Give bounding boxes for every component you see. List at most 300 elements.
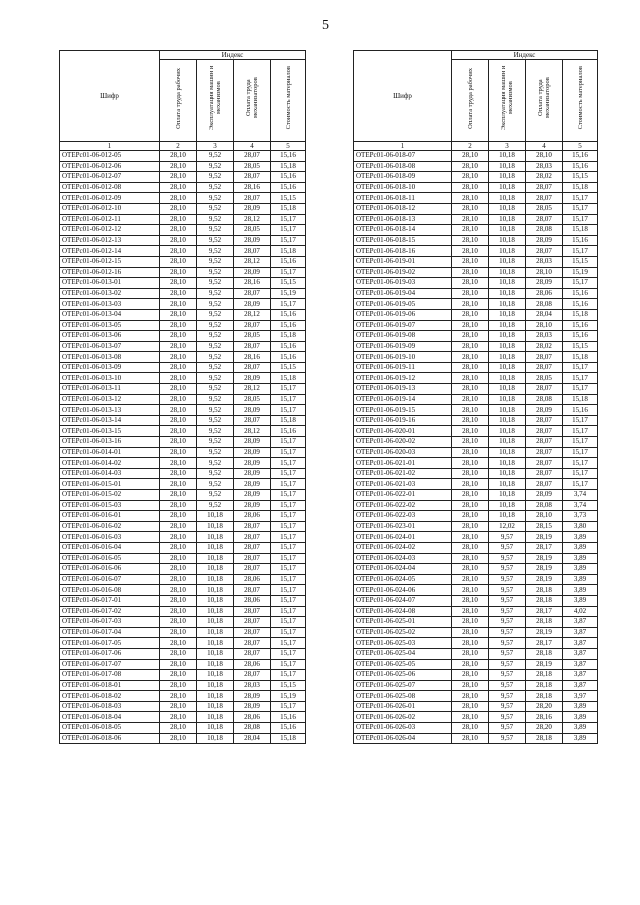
row-code-cell: ОТЕРс01-06-015-03 [60, 500, 160, 511]
labor-operators-cell: 28,12 [234, 426, 271, 437]
labor-operators-cell: 28,09 [234, 405, 271, 416]
materials-cost-cell: 3,87 [563, 659, 598, 670]
labor-workers-cell: 28,10 [160, 214, 197, 225]
labor-workers-cell: 28,10 [160, 235, 197, 246]
labor-operators-cell: 28,09 [234, 203, 271, 214]
machine-operation-cell: 9,52 [197, 500, 234, 511]
labor-operators-cell: 28,03 [526, 161, 563, 172]
machine-operation-cell: 9,52 [197, 394, 234, 405]
materials-cost-cell: 15,17 [271, 648, 306, 659]
machine-operation-cell: 9,52 [197, 468, 234, 479]
row-code-cell: ОТЕРс01-06-015-02 [60, 490, 160, 501]
materials-cost-cell: 15,16 [271, 341, 306, 352]
machine-operation-cell: 10,18 [489, 203, 526, 214]
labor-operators-cell: 28,07 [234, 553, 271, 564]
materials-cost-cell: 3,87 [563, 680, 598, 691]
labor-workers-cell: 28,10 [160, 246, 197, 257]
table-row [60, 331, 306, 342]
labor-workers-cell: 28,10 [452, 299, 489, 310]
labor-workers-cell: 28,10 [160, 585, 197, 596]
labor-workers-cell: 28,10 [160, 151, 197, 162]
labor-operators-cell: 28,20 [526, 701, 563, 712]
labor-operators-cell: 28,05 [526, 373, 563, 384]
labor-operators-cell: 28,07 [526, 193, 563, 204]
machine-operation-cell: 9,57 [489, 627, 526, 638]
labor-workers-cell: 28,10 [452, 309, 489, 320]
labor-operators-cell: 28,12 [234, 384, 271, 395]
table-row [60, 606, 306, 617]
table-row [354, 638, 598, 649]
row-code-cell: ОТЕРс01-06-022-02 [354, 500, 452, 511]
row-code-cell: ОТЕРс01-06-024-07 [354, 595, 452, 606]
table-row [354, 595, 598, 606]
labor-operators-cell: 28,12 [234, 214, 271, 225]
table-row [354, 680, 598, 691]
labor-workers-cell: 28,10 [452, 468, 489, 479]
labor-workers-cell: 28,10 [452, 182, 489, 193]
table-row [354, 172, 598, 183]
labor-workers-cell: 28,10 [452, 564, 489, 575]
materials-cost-cell: 15,17 [563, 373, 598, 384]
table-row [354, 542, 598, 553]
table-row [354, 574, 598, 585]
labor-workers-cell: 28,10 [452, 659, 489, 670]
machine-operation-cell: 10,18 [489, 394, 526, 405]
labor-workers-cell: 28,10 [452, 426, 489, 437]
materials-cost-cell: 15,18 [271, 161, 306, 172]
row-code-cell: ОТЕРс01-06-016-07 [60, 574, 160, 585]
materials-cost-cell: 15,17 [271, 553, 306, 564]
labor-operators-cell: 28,06 [234, 595, 271, 606]
labor-workers-cell: 28,10 [160, 542, 197, 553]
row-code-cell: ОТЕРс01-06-024-02 [354, 542, 452, 553]
machine-operation-cell: 12,02 [489, 521, 526, 532]
table-row [354, 214, 598, 225]
labor-workers-cell: 28,10 [452, 288, 489, 299]
row-code-cell: ОТЕРс01-06-018-08 [354, 161, 452, 172]
table-row [60, 341, 306, 352]
labor-workers-cell: 28,10 [452, 606, 489, 617]
materials-cost-cell: 15,17 [271, 532, 306, 543]
labor-operators-cell: 28,07 [234, 362, 271, 373]
machine-operation-cell: 9,57 [489, 553, 526, 564]
materials-cost-cell: 15,16 [271, 352, 306, 363]
machine-operation-cell: 9,52 [197, 320, 234, 331]
labor-workers-cell: 28,10 [452, 733, 489, 744]
header-materials-cost: Стоимость материалов [563, 60, 598, 142]
machine-operation-cell: 9,52 [197, 415, 234, 426]
labor-operators-cell: 28,17 [526, 638, 563, 649]
row-code-cell: ОТЕРс01-06-016-01 [60, 511, 160, 522]
labor-operators-cell: 28,09 [234, 299, 271, 310]
table-row [354, 320, 598, 331]
row-code-cell: ОТЕРс01-06-021-03 [354, 479, 452, 490]
labor-workers-cell: 28,10 [452, 595, 489, 606]
machine-operation-cell: 10,18 [197, 733, 234, 744]
labor-operators-cell: 28,18 [526, 648, 563, 659]
labor-operators-cell: 28,09 [234, 267, 271, 278]
row-code-cell: ОТЕРс01-06-012-08 [60, 182, 160, 193]
labor-workers-cell: 28,10 [160, 680, 197, 691]
row-code-cell: ОТЕРс01-06-013-07 [60, 341, 160, 352]
table-row [354, 521, 598, 532]
machine-operation-cell: 10,18 [489, 500, 526, 511]
labor-operators-cell: 28,06 [234, 712, 271, 723]
materials-cost-cell: 15,17 [271, 638, 306, 649]
materials-cost-cell: 15,17 [271, 659, 306, 670]
machine-operation-cell: 10,18 [197, 638, 234, 649]
machine-operation-cell: 9,52 [197, 182, 234, 193]
machine-operation-cell: 10,18 [197, 532, 234, 543]
table-row [60, 723, 306, 734]
materials-cost-cell: 15,17 [271, 585, 306, 596]
machine-operation-cell: 10,18 [489, 288, 526, 299]
row-code-cell: ОТЕРс01-06-026-02 [354, 712, 452, 723]
materials-cost-cell: 3,89 [563, 564, 598, 575]
table-row [60, 521, 306, 532]
machine-operation-cell: 9,52 [197, 331, 234, 342]
materials-cost-cell: 15,17 [563, 468, 598, 479]
machine-operation-cell: 10,18 [489, 235, 526, 246]
table-row [354, 331, 598, 342]
machine-operation-cell: 9,57 [489, 606, 526, 617]
table-row [354, 299, 598, 310]
table-row [354, 468, 598, 479]
labor-workers-cell: 28,10 [452, 638, 489, 649]
machine-operation-cell: 9,52 [197, 193, 234, 204]
materials-cost-cell: 15,17 [563, 246, 598, 257]
row-code-cell: ОТЕРс01-06-025-04 [354, 648, 452, 659]
labor-workers-cell: 28,10 [160, 182, 197, 193]
machine-operation-cell: 9,52 [197, 447, 234, 458]
labor-workers-cell: 28,10 [452, 437, 489, 448]
labor-workers-cell: 28,10 [160, 648, 197, 659]
rates-table-right [353, 50, 598, 744]
machine-operation-cell: 10,18 [197, 553, 234, 564]
labor-workers-cell: 28,10 [160, 712, 197, 723]
labor-operators-cell: 28,09 [526, 490, 563, 501]
row-code-cell: ОТЕРс01-06-013-03 [60, 299, 160, 310]
machine-operation-cell: 10,18 [489, 246, 526, 257]
row-code-cell: ОТЕРс01-06-024-04 [354, 564, 452, 575]
row-code-cell: ОТЕРс01-06-019-13 [354, 384, 452, 395]
row-code-cell: ОТЕРс01-06-024-01 [354, 532, 452, 543]
table-row [60, 362, 306, 373]
machine-operation-cell: 10,18 [197, 564, 234, 575]
materials-cost-cell: 15,17 [271, 225, 306, 236]
machine-operation-cell: 9,52 [197, 352, 234, 363]
row-code-cell: ОТЕРс01-06-019-07 [354, 320, 452, 331]
machine-operation-cell: 10,18 [489, 362, 526, 373]
row-code-cell: ОТЕРс01-06-020-03 [354, 447, 452, 458]
machine-operation-cell: 9,57 [489, 659, 526, 670]
labor-workers-cell: 28,10 [160, 723, 197, 734]
machine-operation-cell: 10,18 [489, 182, 526, 193]
machine-operation-cell: 10,18 [489, 415, 526, 426]
labor-workers-cell: 28,10 [452, 362, 489, 373]
machine-operation-cell: 9,52 [197, 172, 234, 183]
row-code-cell: ОТЕРс01-06-017-01 [60, 595, 160, 606]
machine-operation-cell: 9,52 [197, 341, 234, 352]
materials-cost-cell: 15,16 [271, 256, 306, 267]
materials-cost-cell: 15,17 [563, 193, 598, 204]
row-code-cell: ОТЕРс01-06-013-01 [60, 278, 160, 289]
labor-operators-cell: 28,09 [234, 701, 271, 712]
labor-operators-cell: 28,16 [234, 352, 271, 363]
materials-cost-cell: 15,15 [563, 341, 598, 352]
machine-operation-cell: 10,18 [489, 161, 526, 172]
labor-operators-cell: 28,18 [526, 733, 563, 744]
row-code-cell: ОТЕРс01-06-017-02 [60, 606, 160, 617]
materials-cost-cell: 3,89 [563, 701, 598, 712]
labor-operators-cell: 28,07 [526, 182, 563, 193]
labor-workers-cell: 28,10 [160, 267, 197, 278]
machine-operation-cell: 9,57 [489, 638, 526, 649]
table-row [60, 214, 306, 225]
labor-operators-cell: 28,07 [234, 151, 271, 162]
machine-operation-cell: 10,18 [197, 511, 234, 522]
table-row [354, 606, 598, 617]
machine-operation-cell: 10,18 [489, 193, 526, 204]
materials-cost-cell: 15,16 [563, 320, 598, 331]
machine-operation-cell: 10,18 [197, 542, 234, 553]
labor-workers-cell: 28,10 [452, 246, 489, 257]
materials-cost-cell: 15,17 [271, 235, 306, 246]
labor-operators-cell: 28,17 [526, 606, 563, 617]
table-row [354, 585, 598, 596]
labor-operators-cell: 28,09 [234, 458, 271, 469]
machine-operation-cell: 9,52 [197, 246, 234, 257]
labor-operators-cell: 28,19 [526, 564, 563, 575]
machine-operation-cell: 10,18 [489, 151, 526, 162]
labor-workers-cell: 28,10 [160, 447, 197, 458]
machine-operation-cell: 9,57 [489, 691, 526, 702]
labor-workers-cell: 28,10 [452, 203, 489, 214]
labor-operators-cell: 28,07 [234, 532, 271, 543]
row-code-cell: ОТЕРс01-06-016-02 [60, 521, 160, 532]
labor-workers-cell: 28,10 [160, 203, 197, 214]
table-row [60, 701, 306, 712]
table-row [354, 458, 598, 469]
materials-cost-cell: 15,16 [563, 151, 598, 162]
row-code-cell: ОТЕРс01-06-019-12 [354, 373, 452, 384]
table-row [60, 426, 306, 437]
labor-operators-cell: 28,07 [526, 384, 563, 395]
labor-workers-cell: 28,10 [160, 225, 197, 236]
table-row [60, 352, 306, 363]
labor-workers-cell: 28,10 [160, 659, 197, 670]
labor-workers-cell: 28,10 [452, 341, 489, 352]
row-code-cell: ОТЕРс01-06-012-14 [60, 246, 160, 257]
machine-operation-cell: 10,18 [489, 172, 526, 183]
labor-operators-cell: 28,08 [526, 299, 563, 310]
table-row [60, 394, 306, 405]
materials-cost-cell: 3,89 [563, 585, 598, 596]
labor-workers-cell: 28,10 [160, 733, 197, 744]
table-row [354, 553, 598, 564]
labor-operators-cell: 28,12 [234, 309, 271, 320]
materials-cost-cell: 15,17 [271, 458, 306, 469]
materials-cost-cell: 15,17 [271, 490, 306, 501]
materials-cost-cell: 15,17 [271, 447, 306, 458]
labor-operators-cell: 28,07 [526, 246, 563, 257]
materials-cost-cell: 15,17 [563, 437, 598, 448]
table-row [60, 299, 306, 310]
labor-operators-cell: 28,07 [234, 617, 271, 628]
table-row [354, 352, 598, 363]
machine-operation-cell: 10,18 [197, 617, 234, 628]
row-code-cell: ОТЕРс01-06-018-12 [354, 203, 452, 214]
labor-workers-cell: 28,10 [452, 172, 489, 183]
labor-operators-cell: 28,10 [526, 320, 563, 331]
materials-cost-cell: 15,16 [563, 299, 598, 310]
column-number: 4 [526, 142, 563, 151]
labor-operators-cell: 28,07 [526, 479, 563, 490]
machine-operation-cell: 10,18 [197, 712, 234, 723]
table-row [354, 341, 598, 352]
labor-workers-cell: 28,10 [160, 500, 197, 511]
table-row [60, 691, 306, 702]
labor-workers-cell: 28,10 [160, 256, 197, 267]
labor-workers-cell: 28,10 [160, 532, 197, 543]
labor-operators-cell: 28,09 [234, 373, 271, 384]
table-row [60, 267, 306, 278]
labor-operators-cell: 28,06 [234, 511, 271, 522]
table-row [354, 405, 598, 416]
row-code-cell: ОТЕРс01-06-018-06 [60, 733, 160, 744]
machine-operation-cell: 9,57 [489, 723, 526, 734]
machine-operation-cell: 10,18 [489, 278, 526, 289]
table-row [60, 256, 306, 267]
table-row [354, 235, 598, 246]
machine-operation-cell: 10,18 [197, 723, 234, 734]
materials-cost-cell: 15,17 [271, 394, 306, 405]
labor-operators-cell: 28,05 [234, 394, 271, 405]
labor-workers-cell: 28,10 [160, 670, 197, 681]
row-code-cell: ОТЕРс01-06-013-12 [60, 394, 160, 405]
labor-workers-cell: 28,10 [452, 458, 489, 469]
table-row [60, 490, 306, 501]
labor-operators-cell: 28,19 [526, 659, 563, 670]
labor-workers-cell: 28,10 [452, 723, 489, 734]
materials-cost-cell: 15,17 [271, 574, 306, 585]
table-row [60, 161, 306, 172]
machine-operation-cell: 9,52 [197, 288, 234, 299]
machine-operation-cell: 10,18 [489, 214, 526, 225]
table-row [60, 595, 306, 606]
labor-workers-cell: 28,10 [452, 193, 489, 204]
machine-operation-cell: 9,52 [197, 278, 234, 289]
machine-operation-cell: 9,52 [197, 203, 234, 214]
labor-operators-cell: 28,18 [526, 691, 563, 702]
machine-operation-cell: 9,52 [197, 405, 234, 416]
table-row [354, 617, 598, 628]
materials-cost-cell: 15,17 [271, 214, 306, 225]
table-row [60, 278, 306, 289]
row-code-cell: ОТЕРс01-06-025-06 [354, 670, 452, 681]
labor-operators-cell: 28,05 [234, 225, 271, 236]
materials-cost-cell: 3,74 [563, 490, 598, 501]
labor-operators-cell: 28,09 [526, 278, 563, 289]
table-row [60, 638, 306, 649]
row-code-cell: ОТЕРс01-06-012-05 [60, 151, 160, 162]
machine-operation-cell: 10,18 [489, 320, 526, 331]
column-number: 1 [354, 142, 452, 151]
labor-operators-cell: 28,07 [234, 564, 271, 575]
machine-operation-cell: 10,18 [489, 331, 526, 342]
row-code-cell: ОТЕРс01-06-023-01 [354, 521, 452, 532]
row-code-cell: ОТЕРс01-06-024-06 [354, 585, 452, 596]
labor-workers-cell: 28,10 [452, 352, 489, 363]
machine-operation-cell: 9,57 [489, 564, 526, 575]
materials-cost-cell: 3,74 [563, 500, 598, 511]
machine-operation-cell: 10,18 [197, 648, 234, 659]
row-code-cell: ОТЕРс01-06-019-10 [354, 352, 452, 363]
machine-operation-cell: 9,57 [489, 542, 526, 553]
table-row [60, 627, 306, 638]
labor-operators-cell: 28,07 [234, 172, 271, 183]
row-code-cell: ОТЕРс01-06-022-03 [354, 511, 452, 522]
machine-operation-cell: 10,18 [489, 447, 526, 458]
machine-operation-cell: 10,18 [489, 468, 526, 479]
materials-cost-cell: 15,15 [563, 172, 598, 183]
materials-cost-cell: 15,18 [271, 246, 306, 257]
machine-operation-cell: 9,52 [197, 256, 234, 267]
machine-operation-cell: 9,52 [197, 426, 234, 437]
materials-cost-cell: 3,89 [563, 733, 598, 744]
labor-operators-cell: 28,04 [526, 309, 563, 320]
machine-operation-cell: 10,18 [197, 595, 234, 606]
row-code-cell: ОТЕРс01-06-018-02 [60, 691, 160, 702]
machine-operation-cell: 10,18 [197, 521, 234, 532]
materials-cost-cell: 15,17 [563, 426, 598, 437]
labor-operators-cell: 28,12 [234, 256, 271, 267]
labor-operators-cell: 28,06 [526, 288, 563, 299]
materials-cost-cell: 15,18 [563, 182, 598, 193]
row-code-cell: ОТЕРс01-06-019-09 [354, 341, 452, 352]
labor-operators-cell: 28,09 [234, 437, 271, 448]
labor-operators-cell: 28,10 [526, 151, 563, 162]
row-code-cell: ОТЕРс01-06-012-12 [60, 225, 160, 236]
table-row [60, 172, 306, 183]
materials-cost-cell: 3,87 [563, 617, 598, 628]
table-row [354, 691, 598, 702]
table-row [60, 564, 306, 575]
machine-operation-cell: 10,18 [489, 225, 526, 236]
labor-operators-cell: 28,07 [526, 437, 563, 448]
table-row [60, 670, 306, 681]
labor-workers-cell: 28,10 [160, 617, 197, 628]
table-row [60, 553, 306, 564]
table-row [354, 246, 598, 257]
labor-workers-cell: 28,10 [452, 553, 489, 564]
row-code-cell: ОТЕРс01-06-019-08 [354, 331, 452, 342]
machine-operation-cell: 9,52 [197, 225, 234, 236]
labor-operators-cell: 28,09 [234, 691, 271, 702]
materials-cost-cell: 15,16 [563, 331, 598, 342]
row-code-cell: ОТЕРс01-06-013-13 [60, 405, 160, 416]
table-row [354, 426, 598, 437]
machine-operation-cell: 10,18 [489, 341, 526, 352]
labor-operators-cell: 28,07 [234, 606, 271, 617]
materials-cost-cell: 15,16 [271, 151, 306, 162]
machine-operation-cell: 10,18 [197, 574, 234, 585]
labor-operators-cell: 28,07 [234, 648, 271, 659]
row-code-cell: ОТЕРс01-06-017-05 [60, 638, 160, 649]
table-row [354, 373, 598, 384]
labor-operators-cell: 28,10 [526, 511, 563, 522]
labor-workers-cell: 28,10 [160, 553, 197, 564]
